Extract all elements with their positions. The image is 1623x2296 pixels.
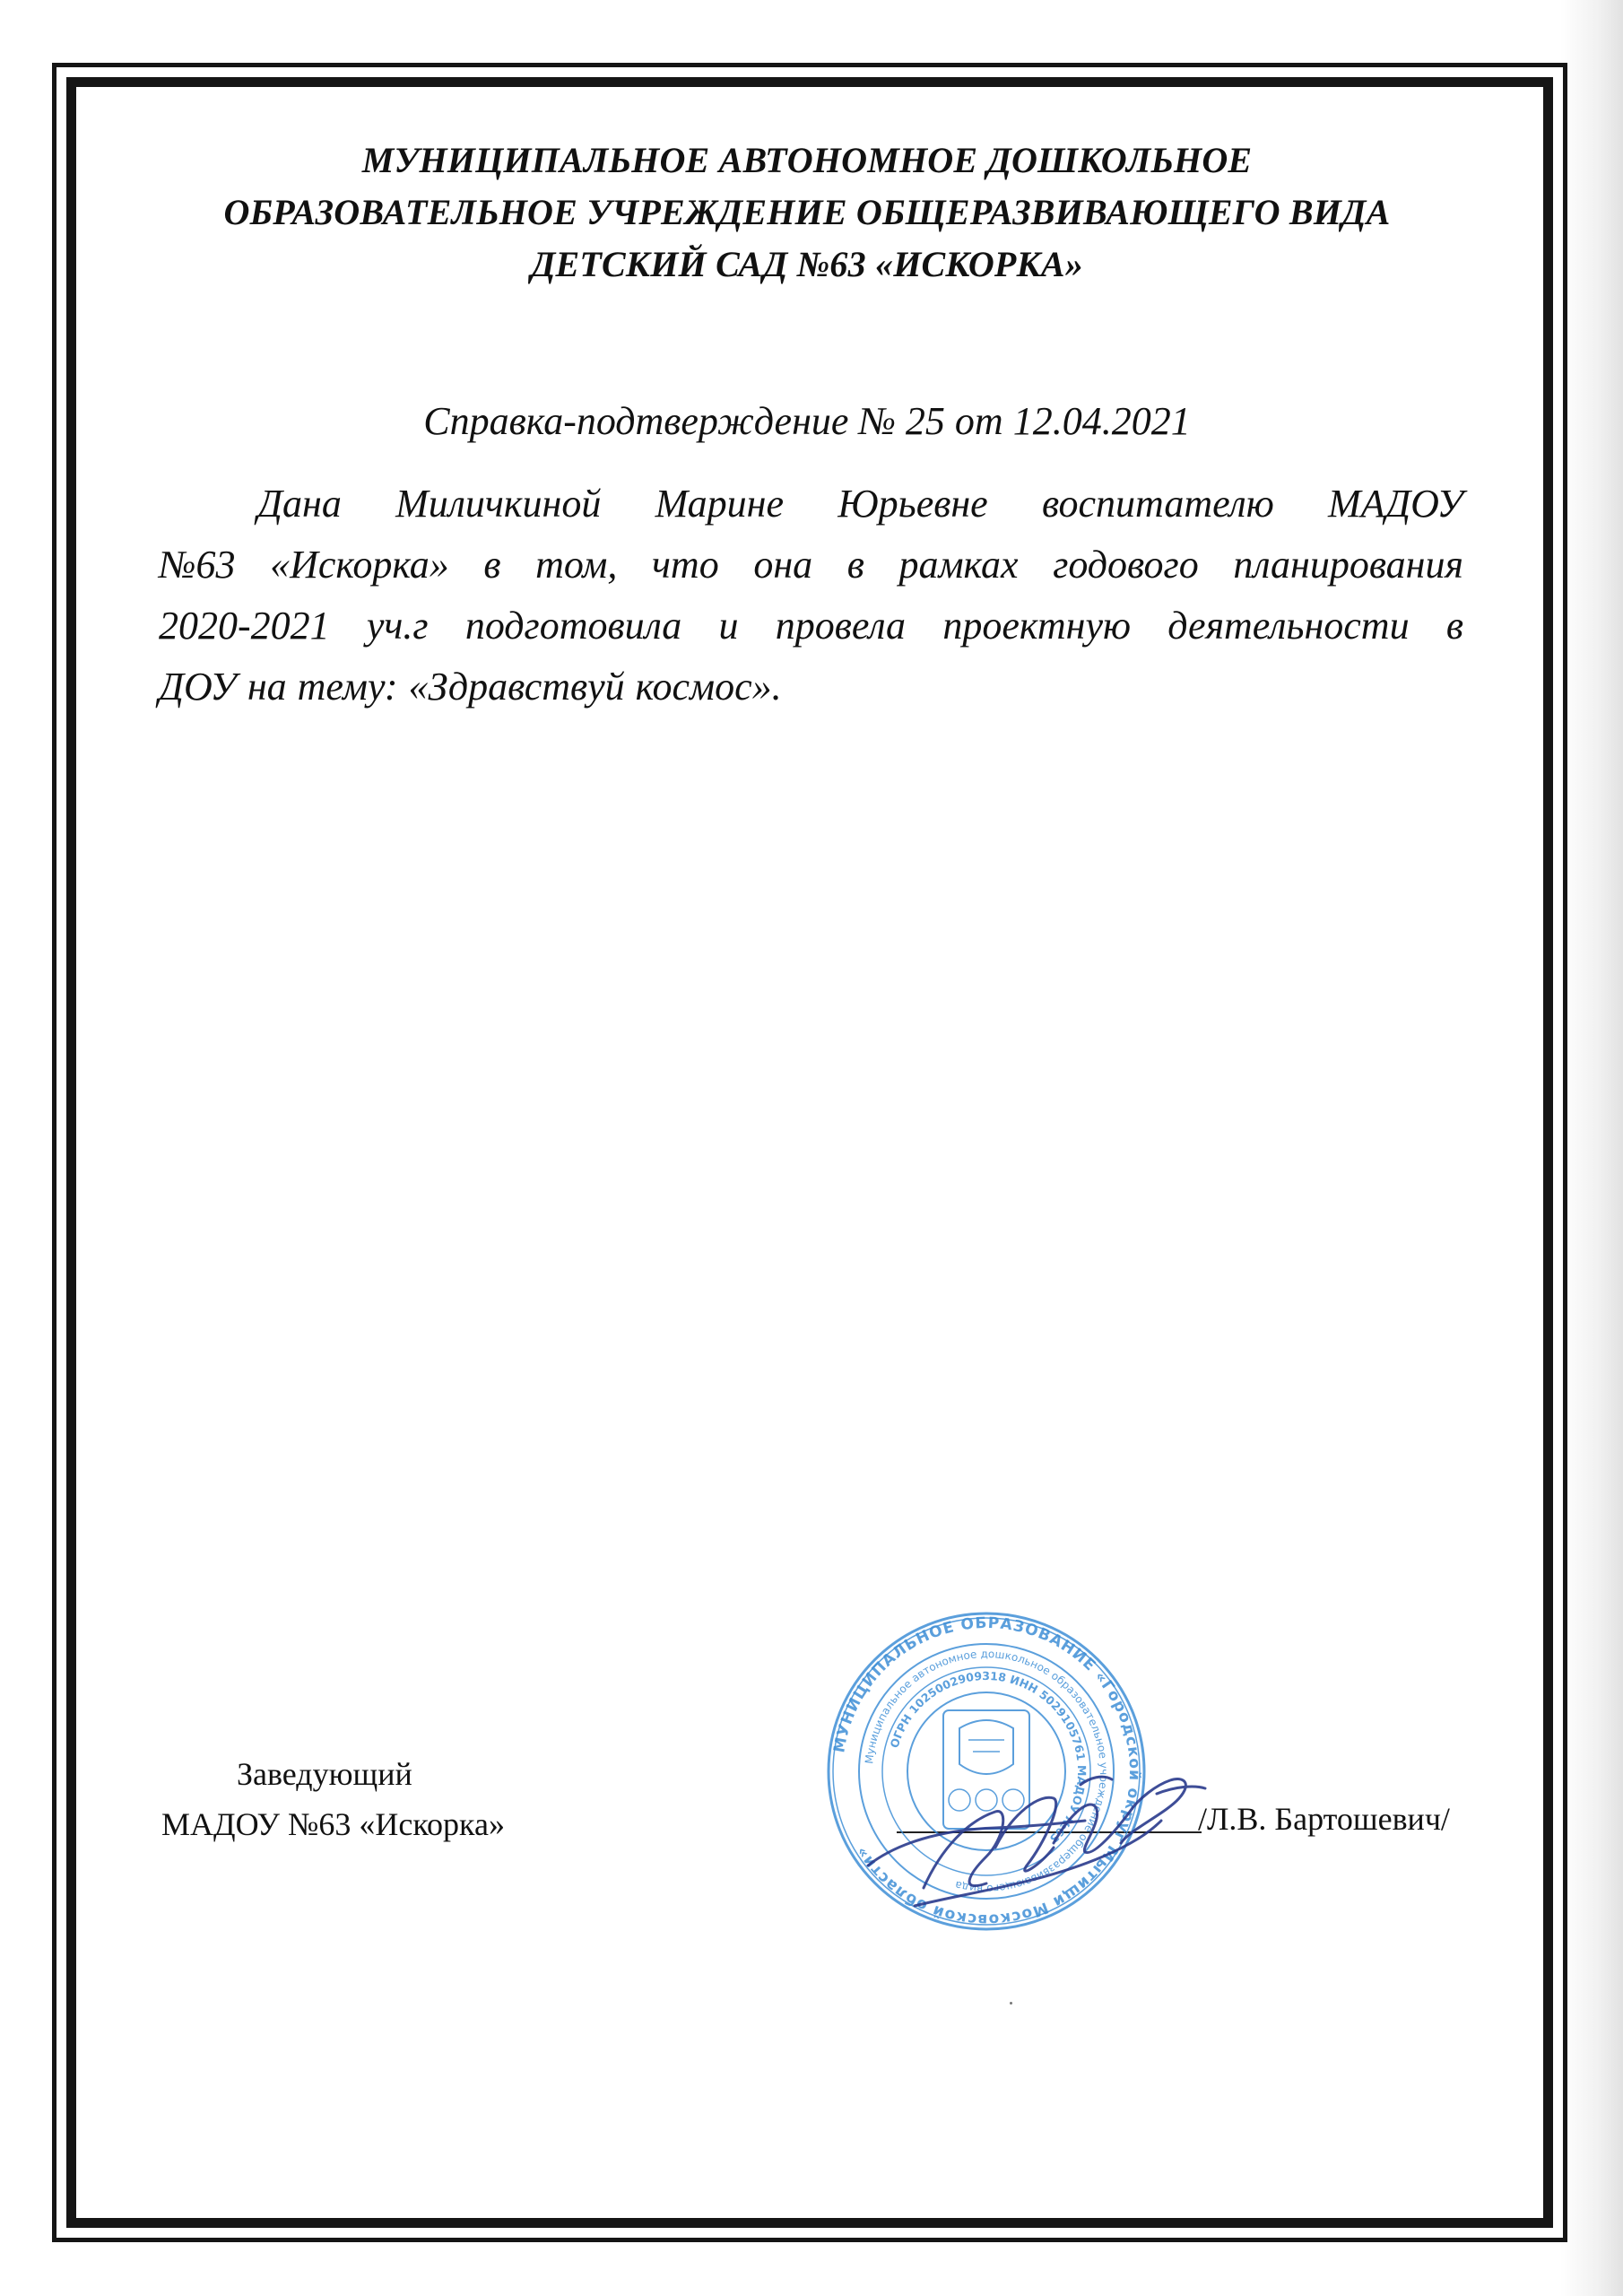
body-word: в bbox=[483, 543, 501, 587]
body-word: том, bbox=[535, 543, 618, 587]
header-line: ОБРАЗОВАТЕЛЬНОЕ УЧРЕЖДЕНИЕ ОБЩЕРАЗВИВАЮЩЕГО ВИДА bbox=[223, 192, 1391, 232]
body-word: деятельности bbox=[1167, 604, 1410, 648]
body-line bbox=[159, 596, 1463, 657]
signer-position-title: Заведующий bbox=[237, 1756, 412, 1792]
body-word: ДОУ bbox=[159, 665, 237, 709]
body-word: планирования bbox=[1233, 543, 1463, 587]
body-word: уч.г bbox=[366, 604, 429, 648]
body-word: провела bbox=[775, 604, 907, 648]
stamp-middle-text: Муниципальное автономное дошкольное образовательное учреждение общеразвивающего вида bbox=[863, 1647, 1111, 1896]
certificate-title: Справка-подтверждение № 25 от 12.04.2021 bbox=[423, 399, 1191, 443]
body-word: Юрьевне bbox=[838, 482, 988, 526]
body-word: на bbox=[247, 665, 287, 709]
body-word: 2020-2021 bbox=[159, 604, 330, 648]
body-word: рамках bbox=[898, 543, 1019, 587]
header-line: МУНИЦИПАЛЬНОЕ АВТОНОМНОЕ ДОШКОЛЬНОЕ bbox=[361, 140, 1253, 180]
body-word: годового bbox=[1053, 543, 1199, 587]
body-word: «Здравствуй bbox=[408, 665, 625, 709]
body-word: №63 bbox=[159, 543, 236, 587]
signer-organization: МАДОУ №63 «Искорка» bbox=[161, 1806, 505, 1842]
scan-speck bbox=[1010, 2002, 1012, 2005]
institution-header bbox=[135, 135, 1480, 291]
body-word: космос». bbox=[635, 665, 782, 709]
signer-position bbox=[161, 1749, 505, 1849]
body-word: в bbox=[846, 543, 864, 587]
header-line: ДЕТСКИЙ САД №63 «ИСКОРКА» bbox=[531, 244, 1083, 284]
body-word: проектную bbox=[942, 604, 1131, 648]
scan-edge-shading bbox=[1560, 0, 1623, 2296]
body-line bbox=[159, 657, 1463, 718]
body-word: подготовила bbox=[464, 604, 682, 648]
body-word: МАДОУ bbox=[1328, 482, 1463, 526]
body-line bbox=[159, 474, 1463, 535]
body-word: она bbox=[753, 543, 813, 587]
body-word: Дана bbox=[257, 482, 342, 526]
body-word: в bbox=[1445, 604, 1463, 648]
stamp-inn-text: ОГРН 1025002909318 ИНН 5029105761 МАДОУ №63 bbox=[887, 1668, 1089, 1846]
body-word: воспитателю bbox=[1041, 482, 1274, 526]
handwritten-signature bbox=[861, 1758, 1211, 1928]
signer-name: /Л.В. Бартошевич/ bbox=[1198, 1801, 1450, 1837]
body-word: «Искорка» bbox=[270, 543, 449, 587]
body-word: тему: bbox=[297, 665, 398, 709]
stamp-outer-text: МУНИЦИПАЛЬНОЕ ОБРАЗОВАНИЕ «Городской округ Мытищи Московской области» bbox=[830, 1613, 1144, 1929]
body-word: и bbox=[718, 604, 739, 648]
certificate-body bbox=[159, 474, 1463, 718]
body-word: что bbox=[651, 543, 719, 587]
body-word: Миличкиной bbox=[395, 482, 602, 526]
body-word: Марине bbox=[655, 482, 784, 526]
body-line bbox=[159, 535, 1463, 596]
